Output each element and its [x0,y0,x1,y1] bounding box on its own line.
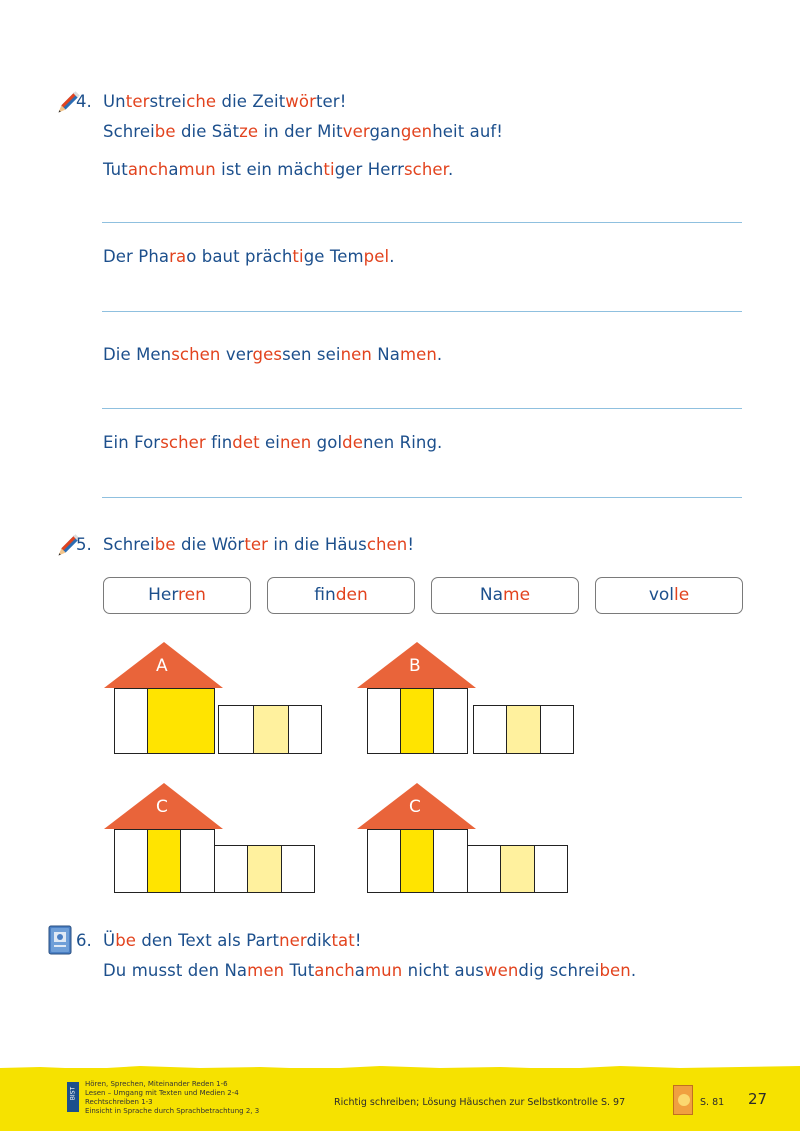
syllable: Schrei [103,122,155,141]
page-number: 27 [748,1090,768,1108]
syllable: in der Mit [258,122,343,141]
syllable: ter! [315,92,347,111]
syllable: Un [103,92,126,111]
syllable: ! [407,535,415,554]
letter-cell[interactable] [281,845,315,893]
letter-cell[interactable] [180,829,215,893]
letter-cell[interactable] [473,705,507,754]
syllable: gol [311,433,343,452]
syllable: ti [323,160,335,179]
task-4-number: 4. [76,92,92,111]
syllable: Tut [103,160,128,179]
sentence-3 [103,345,442,364]
syllable: dik [306,931,332,950]
task-4-instruction-1 [103,92,346,111]
letter-cell[interactable] [114,688,148,754]
task-6-number: 6. [76,931,92,950]
syllable: le [674,585,690,605]
syllable: Die Men [103,345,172,364]
syllable: men [247,961,285,980]
writing-line-2[interactable] [102,311,742,312]
house-label: B [409,656,421,676]
syllable: strei [149,92,187,111]
book-icon [46,924,74,956]
syllable: ver [342,122,370,141]
syllable: a [168,160,179,179]
syllable: Ü [103,931,116,950]
syllable: die Wör [175,535,245,554]
letter-cell[interactable] [214,845,248,893]
house-label: A [156,656,168,676]
syllable: dig schrei [518,961,600,980]
task-5-instruction [103,535,414,554]
syllable: chen [366,535,408,554]
syllable: ver [220,345,253,364]
house-b [357,641,577,755]
letter-cell[interactable] [367,688,401,754]
letter-cell[interactable] [534,845,568,893]
syllable: ! [354,931,362,950]
word-box-herren[interactable] [103,577,251,614]
task-4-instruction-2 [103,122,503,141]
competency-1: Hören, Sprechen, Miteinander Reden 1-6 [85,1080,228,1088]
syllable: ei [259,433,280,452]
syllable: che [186,92,217,111]
syllable: ren [178,585,206,605]
syllable: anch [314,961,355,980]
task-6-line-2 [103,961,636,980]
syllable: a [354,961,365,980]
syllable: ist ein mäch [215,160,324,179]
syllable: gan [369,122,401,141]
letter-cell[interactable] [467,845,501,893]
syllable: . [389,247,395,266]
syllable: den [335,585,368,605]
letter-cell-vowel[interactable] [400,829,434,893]
letter-cell[interactable] [218,705,254,754]
syllable: Schrei [103,535,155,554]
syllable: Na [479,585,504,605]
syllable: me [503,585,531,605]
syllable: nen Ring. [362,433,443,452]
syllable: . [630,961,637,980]
syllable: den Text als Part [136,931,280,950]
syllable: ze [239,122,259,141]
letter-cell[interactable] [288,705,322,754]
syllable: wör [285,92,316,111]
letter-cell[interactable] [540,705,574,754]
syllable: . [448,160,454,179]
syllable: ben [599,961,631,980]
writing-line-3[interactable] [102,408,742,409]
house-label: C [156,797,168,817]
syllable: men [399,345,437,364]
syllable: be [154,535,176,554]
book-page-ref: S. 81 [700,1097,725,1108]
syllable: nen [340,345,372,364]
syllable: be [154,122,176,141]
house-a [104,641,324,755]
letter-cell[interactable] [253,705,289,754]
syllable: wen [484,961,519,980]
syllable: die Sät [175,122,240,141]
syllable: Ein For [103,433,161,452]
writing-line-4[interactable] [102,497,742,498]
syllable: Du musst den Na [103,961,248,980]
syllable: ge Tem [303,247,364,266]
syllable: fin [314,585,336,605]
syllable: Her [148,585,179,605]
competency-4: Einsicht in Sprache durch Sprachbetrachtung 2, 3 [85,1107,260,1115]
word-box-name[interactable] [431,577,579,614]
syllable: ter [244,535,269,554]
task-6-line-1 [103,931,362,950]
syllable: anch [127,160,169,179]
syllable: tat [331,931,355,950]
syllable: in die Häus [268,535,367,554]
syllable: ter [125,92,150,111]
letter-cell[interactable] [433,688,468,754]
letter-cell-vowel[interactable] [147,688,215,754]
syllable: . [436,345,443,364]
sentence-4 [103,433,442,452]
syllable: pel [363,247,390,266]
letter-cell[interactable] [367,829,401,893]
letter-cell-vowel[interactable] [147,829,181,893]
footer-bar [0,1068,800,1131]
syllable: die Zeit [216,92,286,111]
house-c [104,782,324,894]
syllable: Na [371,345,400,364]
syllable: mun [365,961,403,980]
house-label: C [409,797,421,817]
syllable: sen sei [282,345,341,364]
competency-3: Rechtschreiben 1-3 [85,1098,153,1106]
competency-2: Lesen – Umgang mit Texten und Medien 2-4 [85,1089,239,1097]
letter-cell[interactable] [506,705,541,754]
syllable: Der Pha [103,247,170,266]
word-box-volle[interactable] [595,577,743,614]
letter-cell-vowel[interactable] [400,688,434,754]
syllable: nen [279,433,312,452]
letter-cell[interactable] [433,829,468,893]
syllable: vol [648,585,674,605]
syllable: ger Herr [334,160,404,179]
word-box-finden[interactable] [267,577,415,614]
syllable: be [115,931,137,950]
house-c [357,782,577,894]
syllable: schen [171,345,221,364]
footer-reference: Richtig schreiben; Lösung Häuschen zur Selbstkontrolle S. 97 [334,1097,626,1108]
sentence-1 [103,160,453,179]
syllable: scher [403,160,449,179]
torn-edge [0,1062,800,1072]
writing-line-1[interactable] [102,222,742,223]
syllable: scher [160,433,206,452]
task-5-number: 5. [76,535,92,554]
bist-label: BIST [69,1086,77,1101]
syllable: ges [252,345,283,364]
syllable: de [342,433,363,452]
letter-cell[interactable] [500,845,535,893]
syllable: gen [400,122,433,141]
book-cover-thumbnail [673,1085,693,1115]
syllable: ner [279,931,307,950]
syllable: heit auf! [432,122,504,141]
syllable: nicht aus [402,961,484,980]
letter-cell[interactable] [247,845,282,893]
syllable: det [232,433,260,452]
syllable: fin [205,433,233,452]
syllable: mun [178,160,216,179]
sentence-2 [103,247,395,266]
syllable: o baut präch [186,247,293,266]
letter-cell[interactable] [114,829,148,893]
syllable: ti [292,247,304,266]
syllable: Tut [284,961,315,980]
syllable: ra [169,247,187,266]
